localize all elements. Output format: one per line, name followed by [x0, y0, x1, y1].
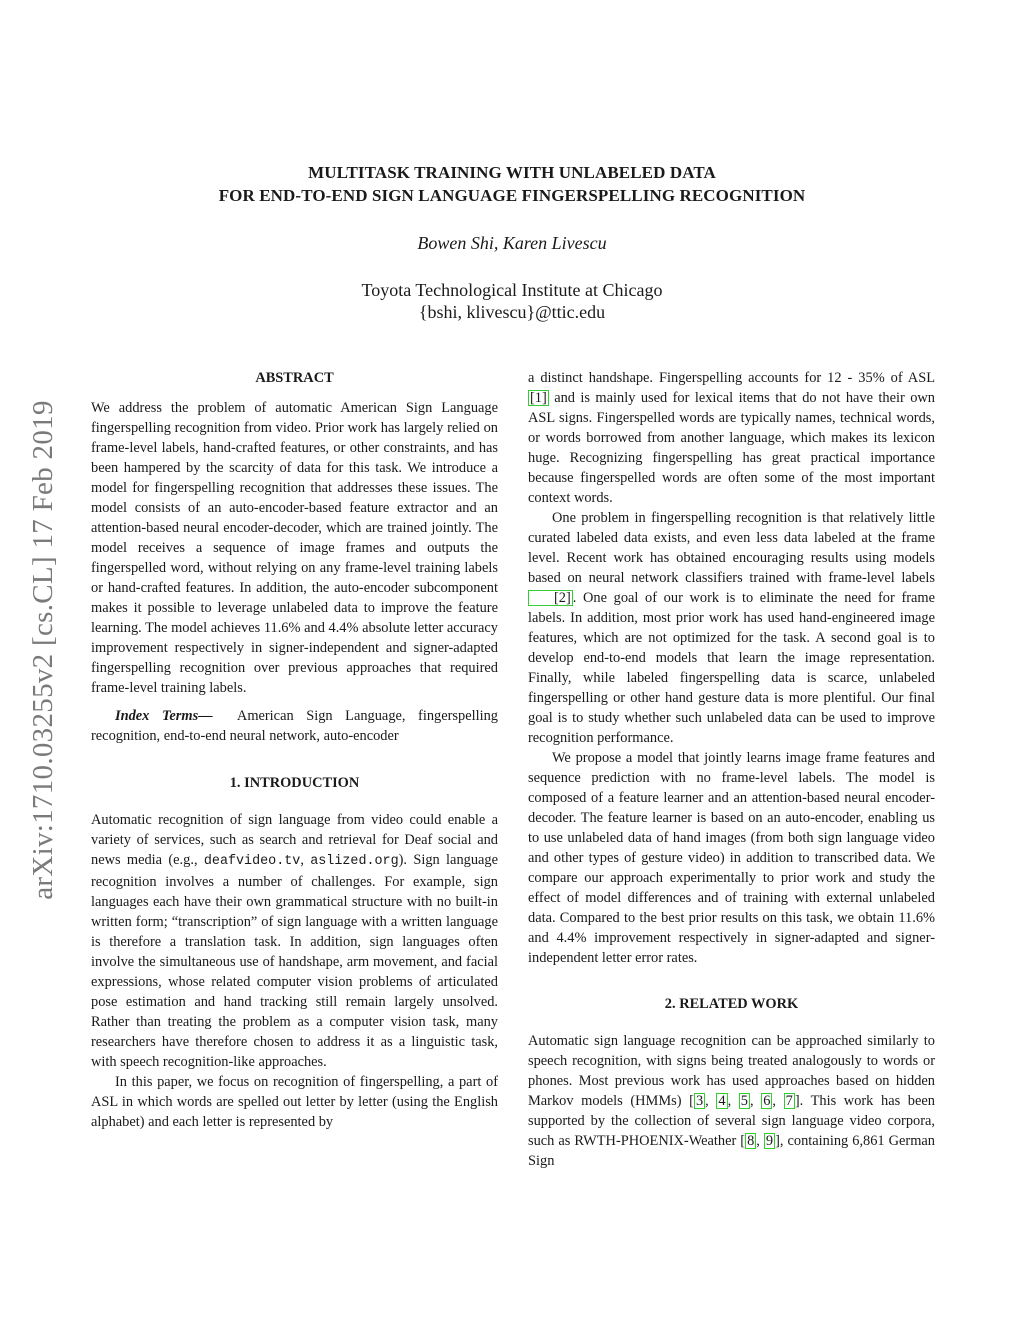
intro-paragraph-5: We propose a model that jointly learns image frame features and sequence prediction with no frame-level labels. The model is composed of a feature learner and an attention-based neural encoder-decoder. The feature learner is based on an auto-encoder, enabling us to use unlabeled data of hand images (from both sign language video and other types of gesture video) in addition to transcribed data. We compare our approach experimentally to prior work and study the effect of model differences and of training with external unlabeled data. Compared to the best prior results on this task, we obtain 11.6% and 4.4% improvement respectively in signer-adapted and signer-independent letter error rates.: [528, 750, 935, 966]
authors: Bowen Shi, Karen Livescu: [417, 233, 607, 253]
citation-link[interactable]: [1]: [530, 390, 547, 406]
intro-paragraph-3: [528, 368, 935, 508]
related-work-heading: 2. RELATED WORK: [664, 996, 799, 1012]
index-terms-label: Index Terms—: [115, 708, 213, 724]
citation-link[interactable]: 8: [747, 1133, 755, 1149]
citation-link[interactable]: 9: [765, 1133, 774, 1149]
index-terms: [91, 706, 498, 746]
citation-link[interactable]: 7: [785, 1093, 793, 1109]
link-aslized[interactable]: aslized.org: [310, 854, 399, 869]
abstract-text: We address the problem of automatic American Sign Language fingerspelling recognition from video. Prior work has largely relied on frame-level labels, hand-crafted features, or other constraints, and has been hampered by the scarcity of data for this task. We introduce a model for fingerspelling recognition that addresses these issues. The model consists of an auto-encoder-based feature extractor and an attention-based neural encoder-decoder, which are trained jointly. The model receives a sequence of image frames and outputs the fingerspelled word, without relying on any frame-level training labels or hand-crafted features. In addition, the auto-encoder subcomponent makes it possible to leverage unlabeled data to improve the feature learning. The model achieves 11.6% and 4.4% absolute letter accuracy improvement respectively in signer-independent and signer-adapted fingerspelling recognition over previous approaches that required frame-level training labels.: [91, 400, 498, 696]
intro-p3-text-b: and is mainly used for lexical items that do not have their own ASL signs. Fingerspelled words are typically names, technical words, or words borrowed from another language, which makes its lexicon huge. Recognizing fingerspelling has great practical importance because fingerspelled words are often some of the most important context words.: [528, 390, 935, 506]
intro-p1-text-a: Automatic recognition of sign language from video could enable a variety of services, such as search and retrieval for Deaf social and news media (e.g.,: [91, 812, 498, 868]
link-deafvideo[interactable]: deafvideo.tv: [203, 854, 301, 869]
intro-p1-text-b: ). Sign language recognition involves a number of challenges. For example, sign languages each have their own grammatical structure with no built-in written form; “transcription” of sign language with a written language is therefore a translation task. In addition, sign languages often involve the simultaneous use of handshape, arm movement, and facial expressions, whose related computer vision problems of articulated pose estimation and hand tracking still remain largely unsolved. Rather than treating the problem as a computer vision task, many researchers have therefore chosen to address it as a linguistic task, with speech recognition-like approaches.: [91, 852, 499, 1070]
title-line-1: MULTITASK TRAINING WITH UNLABELED DATA: [308, 163, 716, 182]
title-line-2: FOR END-TO-END SIGN LANGUAGE FINGERSPELLING RECOGNITION: [218, 186, 806, 205]
paper-title: [0, 161, 1024, 207]
arxiv-id: arXiv:1710.03255v2 [cs.CL] 17 Feb 2019: [27, 400, 59, 900]
intro-paragraph-4: [528, 508, 935, 748]
citation-link[interactable]: 3: [695, 1093, 704, 1109]
citation-link[interactable]: 6: [763, 1093, 771, 1109]
left-column: [91, 368, 498, 1132]
intro-p4-text-a: One problem in fingerspelling recognition is that relatively little curated labeled data exists, and even less data labeled at the frame level. Recent work has obtained encouraging results using models based on neural network classifiers trained with frame-level labels: [528, 510, 935, 586]
citation-link[interactable]: 4: [718, 1093, 726, 1109]
intro-paragraph-2: In this paper, we focus on recognition of fingerspelling, a part of ASL in which words are spelled out letter by letter (using the English alphabet) and each letter is represented by: [91, 1074, 498, 1130]
email: {bshi, klivescu}@ttic.edu: [418, 302, 606, 322]
intro-p3-text-a: a distinct handshape. Fingerspelling accounts for 12 - 35% of ASL: [528, 370, 935, 386]
related-p1-text-b: . This work has been supported by the collection of several sign language video corpora, such as RWTH-PHOENIX-Weather: [528, 1093, 935, 1149]
intro-paragraph-1: [91, 810, 498, 1072]
related-p1-text-c: , containing 6,861 German Sign: [528, 1133, 935, 1169]
arxiv-sidebar: [15, 355, 71, 945]
affiliation-block: [0, 279, 1024, 323]
right-column: [528, 368, 935, 1171]
related-p1-text-a: Automatic sign language recognition can be approached similarly to speech recognition, with signs being treated analogously to words or phones. Most previous work has used approaches based on hidden Markov models (HMMs): [528, 1033, 935, 1109]
related-paragraph-1: Automatic sign language recognition can be approached similarly to speech recognition, with signs being treated analogously to words or phones. Most previous work has used approaches based on hidden Markov models (HMMs) [ 3 , 4 , 5 , 6 , 7 ]. This work has been supported by the collection of several sign language video corpora, such as RWTH-PHOENIX-Weather [ 8 , 9 ], containing 6,861 German Sign: [528, 1033, 935, 1169]
affiliation: Toyota Technological Institute at Chicago: [361, 280, 663, 300]
citation-link[interactable]: 5: [740, 1093, 748, 1109]
intro-comma: ,: [300, 852, 311, 868]
intro-p4-text-b: . One goal of our work is to eliminate the need for frame labels. In addition, most prior work has used hand-engineered image features, which are not optimized for the task. A second goal is to develop end-to-end models that learn the image representation. Finally, while labeled fingerspelling data is scarce, unlabeled fingerspelling or other hand gesture data is more plentiful. Our final goal is to study whether such unlabeled data can be used to improve recognition performance.: [528, 590, 935, 746]
citation-link[interactable]: [2]: [528, 590, 573, 606]
intro-heading: 1. INTRODUCTION: [229, 775, 360, 791]
index-terms-text: American Sign Language, fingerspelling recognition, end-to-end neural network, auto-encoder: [91, 708, 498, 744]
abstract-heading: ABSTRACT: [255, 370, 334, 386]
